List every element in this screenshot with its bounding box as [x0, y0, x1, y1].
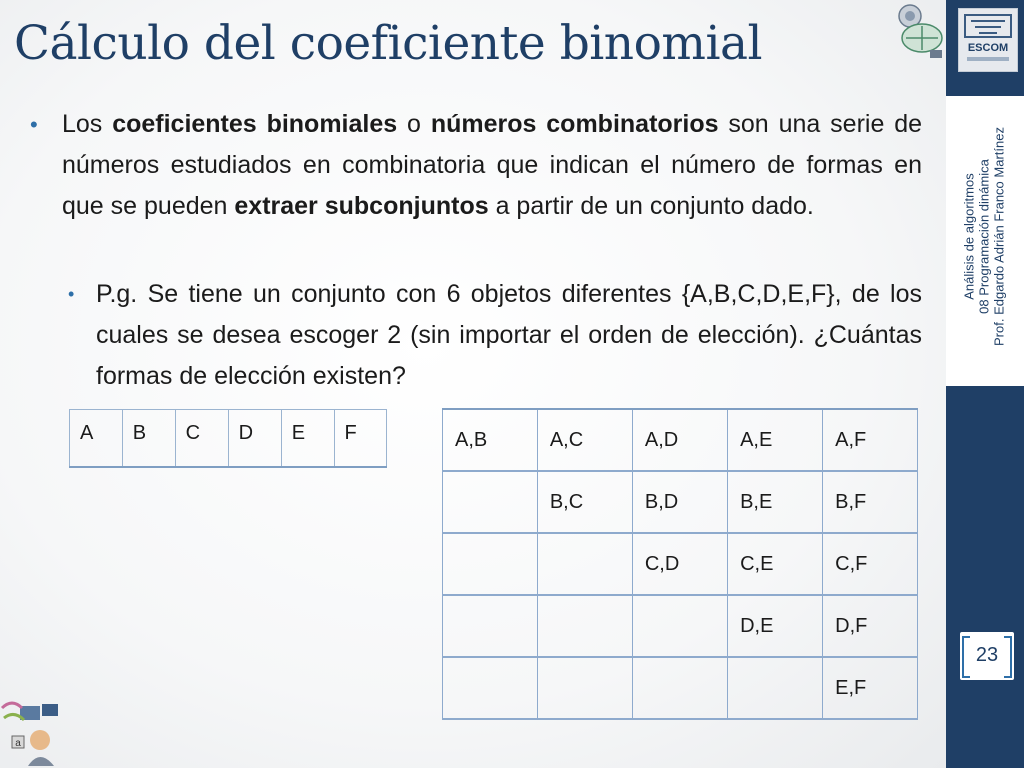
bullet-example [68, 274, 922, 397]
text-segment: Los [62, 110, 113, 138]
table-cell: A,B [443, 409, 538, 471]
table-cell: A [70, 410, 123, 468]
table-row [70, 410, 387, 468]
table-row [443, 533, 918, 595]
table-cell [632, 595, 727, 657]
table-row [443, 595, 918, 657]
table-cell: F [334, 410, 386, 468]
table-cell: B,C [537, 471, 632, 533]
sub-bullet-icon: • [68, 284, 75, 304]
bullet-definition [30, 104, 922, 227]
table-cell [537, 533, 632, 595]
table-cell [443, 533, 538, 595]
table-cell: B,E [728, 471, 823, 533]
slide-title: Cálculo del coeficiente binomial [14, 16, 763, 71]
page-number: 23 [975, 644, 999, 666]
table-cell [537, 595, 632, 657]
table-cell [537, 657, 632, 719]
letters-table [69, 409, 387, 468]
table-cell [632, 657, 727, 719]
table-cell: C,F [823, 533, 918, 595]
table-cell [728, 657, 823, 719]
pairs-table [442, 408, 918, 720]
table-cell: C,E [728, 533, 823, 595]
table-cell: E,F [823, 657, 918, 719]
svg-text:a: a [15, 738, 21, 749]
table-row [443, 471, 918, 533]
clipart-person-icon [0, 696, 78, 768]
table-row [443, 409, 918, 471]
table-cell: B,F [823, 471, 918, 533]
table-cell: A,E [728, 409, 823, 471]
table-cell [443, 595, 538, 657]
bold-term: números combinatorios [430, 110, 719, 138]
table-cell: E [281, 410, 334, 468]
sidebar-course-info [946, 104, 1024, 374]
table-cell: B,D [632, 471, 727, 533]
ipn-emblem-icon [892, 2, 944, 60]
escom-logo-icon [958, 8, 1018, 72]
logo-text: ESCOM [967, 42, 1009, 54]
table-cell: A,C [537, 409, 632, 471]
table-cell: C,D [632, 533, 727, 595]
bullet-example-text: P.g. Se tiene un conjunto con 6 objetos diferentes {A,B,C,D,E,F}, de los cuales se desea escoger 2 (sin importar el orden de elección). ¿Cuántas formas de elección existen? [96, 280, 922, 390]
bold-term: coeficientes binomiales [112, 110, 398, 138]
bold-term: extraer subconjuntos [234, 192, 489, 220]
page-number-box [960, 632, 1014, 680]
bullet-definition-text [62, 104, 922, 227]
table-cell [443, 657, 538, 719]
table-cell: D,F [823, 595, 918, 657]
professor-name: Prof. Edgardo Adrián Franco Martínez [991, 127, 1007, 346]
table-cell: D,E [728, 595, 823, 657]
text-segment: son una serie de números estudiados en combinatoria que indican el número de formas en que se pueden [62, 110, 923, 220]
unit-name: 08 Programación dinámica [976, 159, 992, 314]
table-cell: A,D [632, 409, 727, 471]
bullet-icon: • [30, 112, 38, 137]
table-cell: D [228, 410, 281, 468]
table-cell: C [175, 410, 228, 468]
text-segment: o [397, 110, 431, 138]
table-row [443, 657, 918, 719]
table-cell: A,F [823, 409, 918, 471]
course-name: Análisis de algoritmos [961, 173, 977, 300]
text-segment: a partir de un conjunto dado. [488, 192, 814, 220]
table-cell: B [122, 410, 175, 468]
table-cell [443, 471, 538, 533]
sidebar-course-info-text [962, 99, 1007, 375]
